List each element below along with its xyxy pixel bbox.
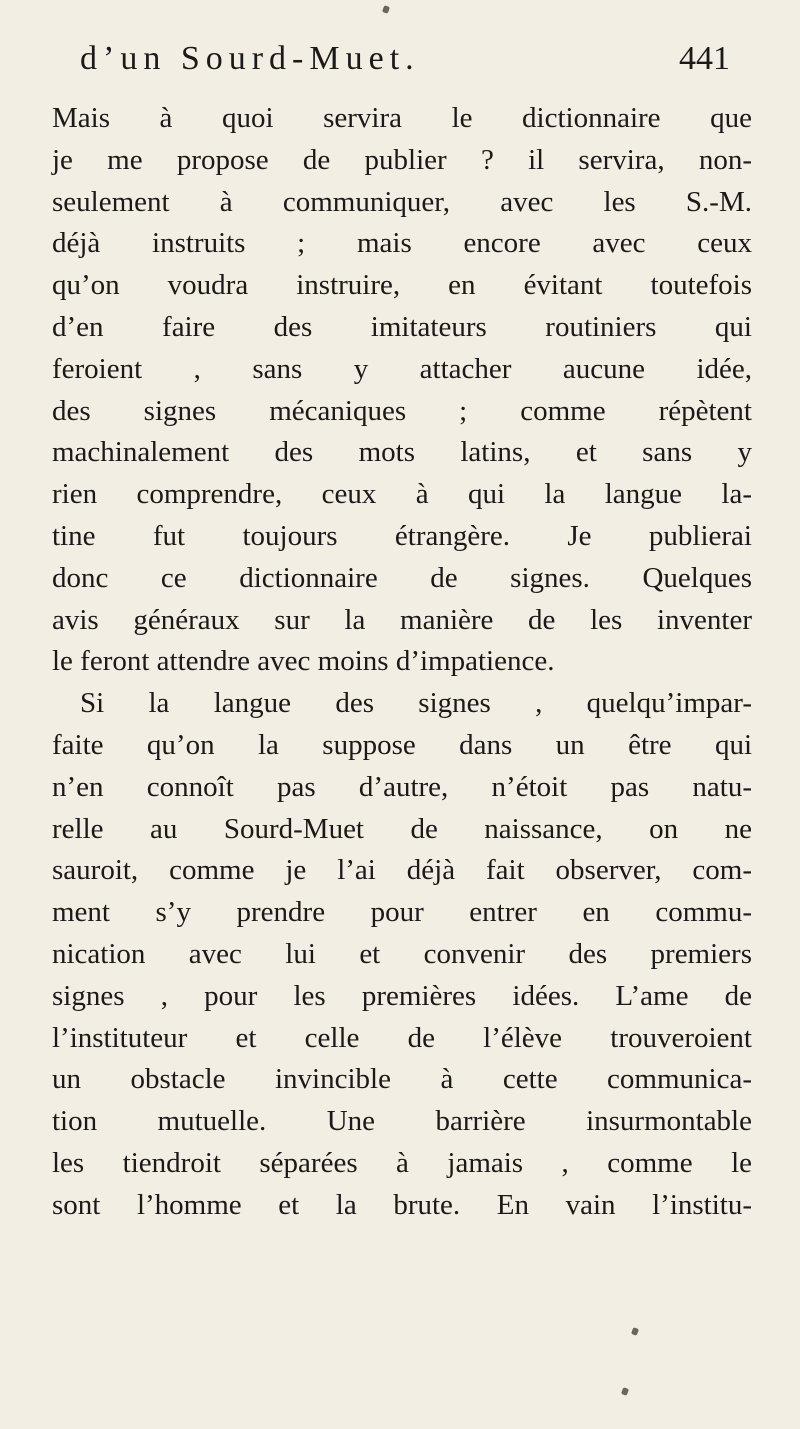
- text-line: nication avec lui et convenir des premiers: [52, 937, 752, 970]
- running-head: [80, 40, 730, 88]
- text-line: donc ce dictionnaire de signes. Quelques: [52, 561, 752, 594]
- text-line: ment s’y prendre pour entrer en commu-: [52, 896, 752, 929]
- ink-speck: [382, 5, 390, 14]
- text-line: Si la langue des signes , quelqu’impar-: [80, 687, 752, 720]
- text-line: n’en connoît pas d’autre, n’étoit pas natu-: [52, 770, 752, 803]
- text-line: déjà instruits ; mais encore avec ceux: [52, 227, 752, 260]
- text-line: l’instituteur et celle de l’élève trouveroient: [52, 1021, 752, 1054]
- text-line: qu’on voudra instruire, en évitant toutefois: [52, 269, 752, 302]
- text-line: tine fut toujours étrangère. Je publierai: [52, 519, 752, 552]
- text-line: faite qu’on la suppose dans un être qui: [52, 728, 752, 761]
- text-line: Mais à quoi servira le dictionnaire que: [52, 102, 752, 134]
- text-line: feroient , sans y attacher aucune idée,: [52, 352, 752, 385]
- text-line: rien comprendre, ceux à qui la langue la-: [52, 478, 752, 511]
- text-line: d’en faire des imitateurs routiniers qui: [52, 310, 752, 343]
- text-line: machinalement des mots latins, et sans y: [52, 436, 752, 469]
- ink-speck: [621, 1387, 629, 1396]
- text-line: seulement à communiquer, avec les S.-M.: [52, 185, 752, 218]
- text-line: relle au Sourd-Muet de naissance, on ne: [52, 812, 752, 845]
- text-line: sont l’homme et la brute. En vain l’institu-: [52, 1188, 752, 1221]
- running-title: d’un Sourd-Muet.: [80, 40, 420, 77]
- ink-speck: [631, 1327, 639, 1336]
- text-line: le feront attendre avec moins d’impatience.: [52, 645, 555, 678]
- text-line: avis généraux sur la manière de les inventer: [52, 603, 752, 636]
- text-line: tion mutuelle. Une barrière insurmontable: [52, 1105, 752, 1138]
- text-line: les tiendroit séparées à jamais , comme le: [52, 1146, 752, 1179]
- page-number: 441: [679, 40, 730, 77]
- text-line: je me propose de publier ? il servira, non-: [52, 143, 752, 176]
- text-line: des signes mécaniques ; comme répètent: [52, 394, 752, 427]
- text-line: sauroit, comme je l’ai déjà fait observer, com-: [52, 854, 752, 887]
- body-text: [52, 98, 752, 1227]
- text-line: un obstacle invincible à cette communica-: [52, 1063, 752, 1096]
- text-line: signes , pour les premières idées. L’ame de: [52, 979, 752, 1012]
